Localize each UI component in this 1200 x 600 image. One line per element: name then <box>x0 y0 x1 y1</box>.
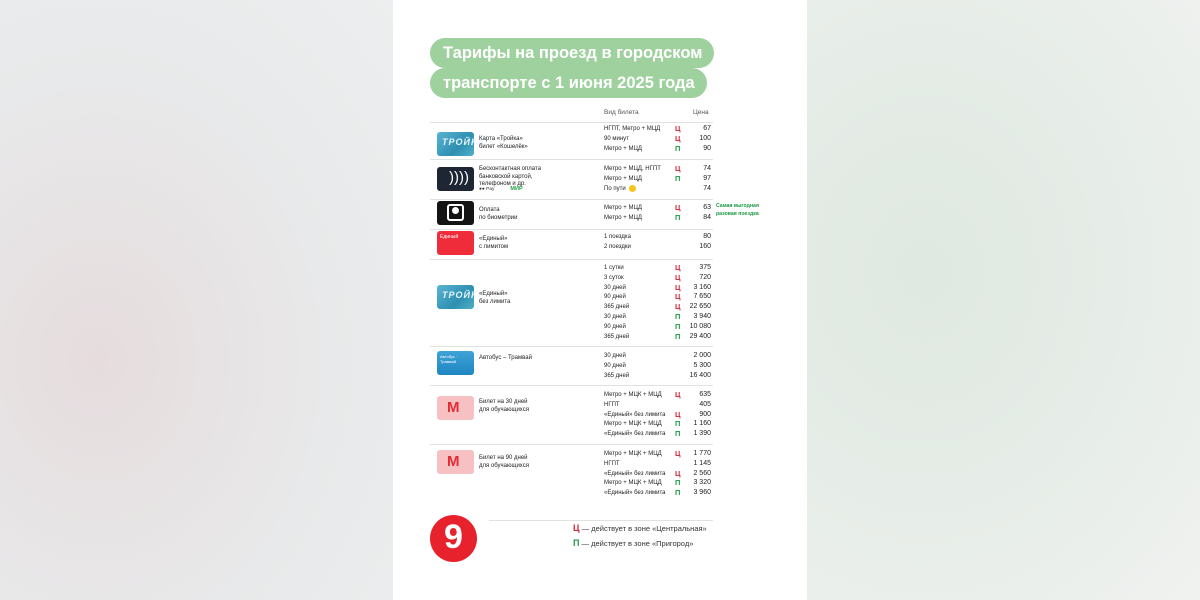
best-deal-note <box>716 203 759 218</box>
tariff-row-label: По пути <box>604 185 626 192</box>
tariff-row <box>393 312 713 322</box>
tariff-row-label: Метро + МЦК + МЦД <box>604 392 662 398</box>
tariff-row-label: 365 дней <box>604 372 630 379</box>
ticket-description-line: Оплата <box>479 207 500 213</box>
background-left <box>0 0 393 600</box>
tariff-price: 405 <box>699 400 711 408</box>
mastercard-pay-logo: ●● Pay <box>479 187 495 192</box>
tariff-price: 22 650 <box>689 303 711 311</box>
zone-marker: Ц <box>675 164 681 173</box>
background-right <box>807 0 1200 600</box>
group-separator <box>430 259 713 260</box>
tariff-row-label: 30 дней <box>604 314 626 320</box>
zone-marker: П <box>675 212 681 222</box>
title-line-2: транспорте с 1 июня 2025 года <box>430 68 707 98</box>
legend-central-text: — действует в зоне «Центральная» <box>579 524 707 533</box>
tariff-price: 74 <box>703 184 711 192</box>
zone-marker: П <box>675 429 681 439</box>
tariff-row <box>393 371 713 381</box>
tariff-price: 2 560 <box>693 469 711 477</box>
zone-marker: П <box>675 331 681 341</box>
tariff-row <box>393 488 713 498</box>
tariff-row-label: 90 дней <box>604 323 626 330</box>
tariff-price: 1 390 <box>693 430 711 438</box>
tariff-price: 1 160 <box>693 420 711 428</box>
tariff-price: 3 960 <box>693 489 711 497</box>
tariff-row <box>393 459 713 469</box>
group-separator <box>430 159 713 160</box>
tariff-row <box>393 332 713 342</box>
ticket-description-line: Карта «Тройка» <box>479 136 523 142</box>
tariff-row-label: 2 поездки <box>604 243 631 250</box>
zone-marker: П <box>675 488 681 498</box>
contactless-icon: )))) <box>449 169 469 186</box>
ticket-description-line: Билет на 90 дней <box>479 455 528 461</box>
tariff-price: 375 <box>699 264 711 271</box>
best-deal-note-line: разовая поездка <box>716 210 759 217</box>
zone-marker: П <box>675 321 681 331</box>
edinyi-card-text: Единый <box>440 234 459 240</box>
tariff-row-label: 30 дней <box>604 353 626 359</box>
tariff-price: 63 <box>703 204 711 211</box>
tariff-row <box>393 429 713 439</box>
legend-central-letter: Ц <box>573 523 580 533</box>
tariff-price: 1 770 <box>693 450 711 457</box>
zone-marker: Ц <box>675 302 681 312</box>
tariff-row-label: Метро + МЦК + МЦД <box>604 451 662 457</box>
tariff-row <box>393 478 713 488</box>
tariff-row <box>393 292 713 302</box>
tariff-row <box>393 124 713 134</box>
tariff-row-label: 90 дней <box>604 362 626 369</box>
zone-marker: П <box>675 419 681 429</box>
smile-emoji-icon <box>629 185 636 192</box>
group-separator <box>430 199 713 200</box>
zone-marker: Ц <box>675 292 681 302</box>
tariff-row-label: НГПТ <box>604 460 620 467</box>
zone-marker: Ц <box>675 468 681 478</box>
moscow-transport-logo <box>430 515 477 562</box>
tariff-row <box>393 410 713 420</box>
mir-logo: МИР <box>510 186 523 192</box>
tariff-row-label: НГПТ <box>604 401 620 408</box>
bus-tram-card-text: Автобус · Трамвай <box>440 354 458 364</box>
tariff-price: 84 <box>703 213 711 221</box>
tariff-price: 3 320 <box>693 479 711 487</box>
zone-marker: Ц <box>675 390 681 399</box>
group-separator <box>430 346 713 347</box>
tariff-row-label: Метро + МЦД <box>604 205 642 211</box>
tariff-row <box>393 322 713 332</box>
legend-divider <box>489 520 713 521</box>
zone-marker: Ц <box>675 263 681 272</box>
tariff-row-label: Метро + МЦД <box>604 214 642 221</box>
zone-marker: П <box>675 478 681 488</box>
tariff-row <box>393 263 713 273</box>
zone-marker: Ц <box>675 282 681 292</box>
tariff-row-label: Метро + МЦД, НГПТ <box>604 166 661 172</box>
tariff-price: 74 <box>703 165 711 172</box>
ticket-description-line: Бесконтактная оплата <box>479 166 541 172</box>
ticket-description-line: банковской картой, <box>479 173 533 180</box>
tariff-row-label: 30 дней <box>604 284 626 291</box>
tariff-row <box>393 203 713 213</box>
ticket-description-line: для обучающихся <box>479 406 529 413</box>
tariff-row-label: «Единый» без лимита <box>604 431 666 438</box>
tariff-row-label: 90 дней <box>604 294 626 301</box>
ticket-description-line: для обучающихся <box>479 462 529 469</box>
zone-marker: Ц <box>675 272 681 282</box>
tariff-row-label: Метро + МЦД <box>604 175 642 182</box>
group-separator <box>430 229 713 230</box>
metro-logo-icon: М <box>447 453 460 470</box>
zone-marker: П <box>675 173 681 183</box>
tariff-row-label: «Единый» без лимита <box>604 411 666 418</box>
ticket-description-line: по биометрии <box>479 214 518 221</box>
metro-logo-icon: М <box>447 399 460 416</box>
legend-central <box>573 523 707 533</box>
tariff-price: 3 940 <box>693 313 711 320</box>
header-price: Цена <box>693 109 709 116</box>
tariff-row <box>393 174 713 184</box>
ticket-description-line: «Единый» <box>479 236 508 242</box>
legend-suburb-letter: П <box>573 538 580 548</box>
troika-card-glyph: ТРОЙКА <box>442 137 486 147</box>
tariff-row-label: Метро + МЦК + МЦД <box>604 421 662 428</box>
tariff-price: 16 400 <box>689 371 711 379</box>
tariff-price: 900 <box>699 410 711 418</box>
zone-marker: Ц <box>675 124 681 133</box>
tariff-row-label: 1 сутки <box>604 265 624 271</box>
tariff-row-label: 3 суток <box>604 274 624 281</box>
ticket-description-line: Автобус – Трамвай <box>479 355 532 361</box>
tariff-price: 1 145 <box>693 459 711 467</box>
tariff-row <box>393 242 713 252</box>
ticket-description-line: Билет на 30 дней <box>479 399 528 405</box>
tariff-price: 67 <box>703 125 711 132</box>
ticket-description-line: без лимита <box>479 298 511 305</box>
tariff-row <box>393 361 713 371</box>
tariff-row-label: «Единый» без лимита <box>604 490 666 497</box>
tariff-row <box>393 351 713 361</box>
tariff-document <box>393 0 807 600</box>
zone-marker: П <box>675 312 681 321</box>
tariff-price: 100 <box>699 134 711 142</box>
tariff-row-label: Метро + МЦД <box>604 145 642 152</box>
tariff-row-label: Метро + МЦК + МЦД <box>604 480 662 487</box>
legend-suburb <box>573 538 693 548</box>
tariff-price: 90 <box>703 144 711 152</box>
tariff-price: 10 080 <box>689 322 711 330</box>
logo-nine-glyph: 9 <box>444 518 463 556</box>
zone-marker: Ц <box>675 133 681 143</box>
header-ticket-type: Вид билета <box>604 109 639 116</box>
zone-marker: П <box>675 143 681 153</box>
tariff-price: 3 160 <box>693 283 711 291</box>
tariff-row <box>393 232 713 242</box>
tariff-price: 80 <box>703 233 711 240</box>
tariff-price: 5 300 <box>693 361 711 369</box>
tariff-price: 29 400 <box>689 332 711 340</box>
tariff-row-label: 1 поездка <box>604 234 632 240</box>
tariff-price: 160 <box>699 242 711 250</box>
tariff-row <box>393 400 713 410</box>
best-deal-note-line: Самая выгодная <box>716 203 759 209</box>
group-separator <box>430 444 713 445</box>
zone-marker: Ц <box>675 449 681 458</box>
tariff-price: 97 <box>703 174 711 182</box>
ticket-description-line: с лимитом <box>479 243 509 250</box>
tariff-row <box>393 390 713 400</box>
legend-suburb-text: — действует в зоне «Пригород» <box>579 539 694 548</box>
tariff-row <box>393 144 713 154</box>
troika-card-glyph: ТРОЙКА <box>442 290 486 300</box>
ticket-description-line: «Единый» <box>479 291 508 297</box>
zone-marker: Ц <box>675 203 681 212</box>
title-line-1: Тарифы на проезд в городском <box>430 38 714 68</box>
tariff-row-label: НГПТ, Метро + МЦД <box>604 126 661 132</box>
tariff-price: 635 <box>699 391 711 398</box>
tariff-row <box>393 419 713 429</box>
tariff-row <box>393 449 713 459</box>
tariff-row <box>393 184 713 194</box>
tariff-row-label: 90 минут <box>604 135 629 142</box>
tariff-row <box>393 469 713 479</box>
tariff-price: 720 <box>699 273 711 281</box>
ticket-description-line: билет «Кошелёк» <box>479 143 528 150</box>
tariff-row-label: 365 дней <box>604 333 630 340</box>
group-separator <box>430 385 713 386</box>
tariff-price: 2 000 <box>693 352 711 359</box>
tariff-row <box>393 273 713 283</box>
tariff-row-label: 365 дней <box>604 304 630 311</box>
zone-marker: Ц <box>675 409 681 419</box>
tariff-row-label: «Единый» без лимита <box>604 470 666 477</box>
tariff-row <box>393 164 713 174</box>
tariff-row <box>393 213 713 223</box>
ticket-description-line: телефоном и др. <box>479 181 526 187</box>
tariff-price: 7 650 <box>693 293 711 301</box>
tariff-row <box>393 283 713 293</box>
group-separator <box>430 122 713 123</box>
tariff-row <box>393 134 713 144</box>
tariff-row <box>393 302 713 312</box>
